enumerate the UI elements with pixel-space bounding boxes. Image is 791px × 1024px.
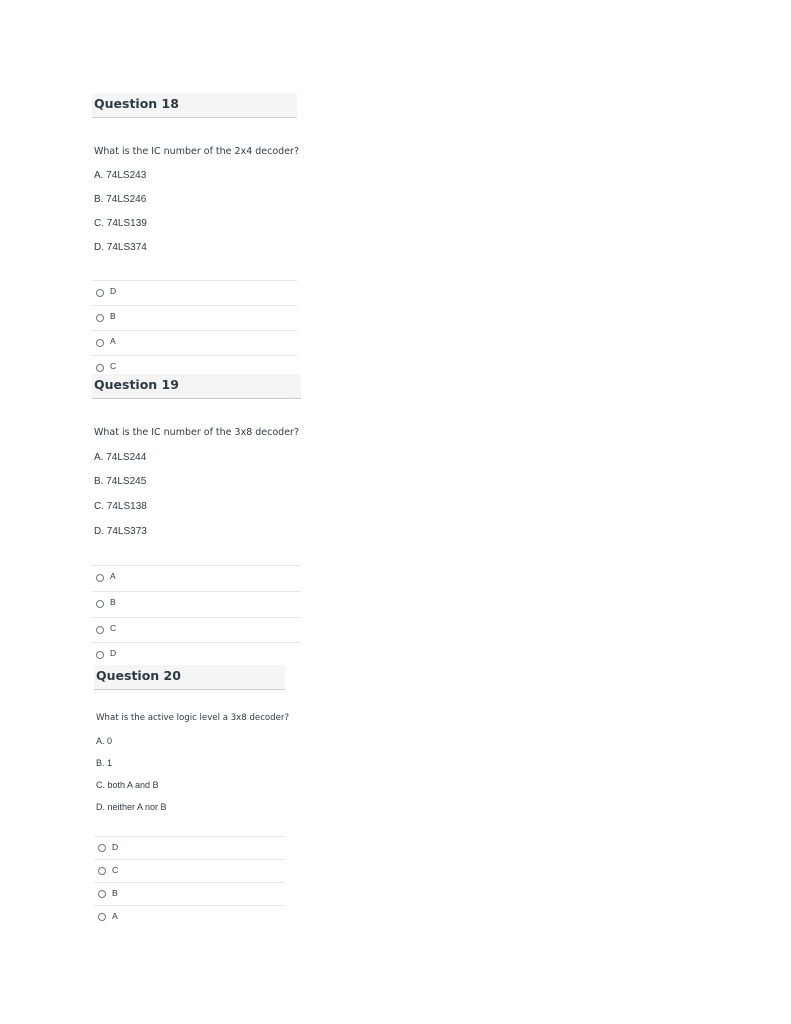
answer-option[interactable] <box>92 617 301 642</box>
answer-label: B <box>110 311 116 321</box>
answer-option[interactable] <box>92 591 301 616</box>
radio-button[interactable] <box>96 314 104 322</box>
answer-label: B <box>110 597 116 607</box>
answer-label: B <box>112 888 118 898</box>
choice-text: C. both A and B <box>96 780 159 790</box>
choice-text: D. 74LS374 <box>94 242 147 253</box>
radio-button[interactable] <box>96 339 104 347</box>
question-title: Question 20 <box>96 668 181 683</box>
answer-option[interactable] <box>92 280 297 305</box>
question-prompt: What is the active logic level a 3x8 decoder? <box>96 713 290 723</box>
answer-option[interactable] <box>94 905 285 928</box>
radio-button[interactable] <box>96 364 104 372</box>
radio-button[interactable] <box>98 890 106 898</box>
choice-text: A. 74LS244 <box>94 452 147 463</box>
answer-label: A <box>112 911 118 921</box>
answer-option[interactable] <box>92 305 297 330</box>
answer-option[interactable] <box>94 859 285 882</box>
answer-option[interactable] <box>92 330 297 355</box>
radio-button[interactable] <box>98 844 106 852</box>
radio-button[interactable] <box>96 574 104 582</box>
question-title: Question 18 <box>94 96 179 111</box>
choice-text: B. 74LS246 <box>94 194 147 205</box>
radio-button[interactable] <box>96 289 104 297</box>
answer-label: C <box>112 865 119 875</box>
radio-button[interactable] <box>96 626 104 634</box>
choice-text: A. 74LS243 <box>94 170 147 181</box>
answer-option[interactable] <box>92 565 301 590</box>
answer-label: D <box>110 286 117 296</box>
answer-option[interactable] <box>94 882 285 905</box>
answer-label: A <box>110 571 116 581</box>
radio-button[interactable] <box>98 913 106 921</box>
choice-text: C. 74LS138 <box>94 501 147 512</box>
radio-button[interactable] <box>96 600 104 608</box>
question-header <box>92 374 301 399</box>
answer-option[interactable] <box>92 642 301 667</box>
choice-text: B. 74LS245 <box>94 476 147 487</box>
answer-label: C <box>110 361 117 371</box>
question-prompt: What is the IC number of the 2x4 decoder? <box>94 146 300 157</box>
choice-text: A. 0 <box>96 736 113 746</box>
question-prompt: What is the IC number of the 3x8 decoder? <box>94 427 300 438</box>
question-header <box>92 93 297 118</box>
radio-button[interactable] <box>98 867 106 875</box>
choice-text: C. 74LS139 <box>94 218 147 229</box>
question-header <box>94 665 285 690</box>
answer-label: C <box>110 623 117 633</box>
answer-label: D <box>110 648 117 658</box>
choice-text: D. neither A nor B <box>96 802 167 812</box>
question-title: Question 19 <box>94 377 179 392</box>
radio-button[interactable] <box>96 651 104 659</box>
answer-label: A <box>110 336 116 346</box>
answer-option[interactable] <box>94 836 285 859</box>
answer-label: D <box>112 842 119 852</box>
choice-text: B. 1 <box>96 758 113 768</box>
choice-text: D. 74LS373 <box>94 526 147 537</box>
